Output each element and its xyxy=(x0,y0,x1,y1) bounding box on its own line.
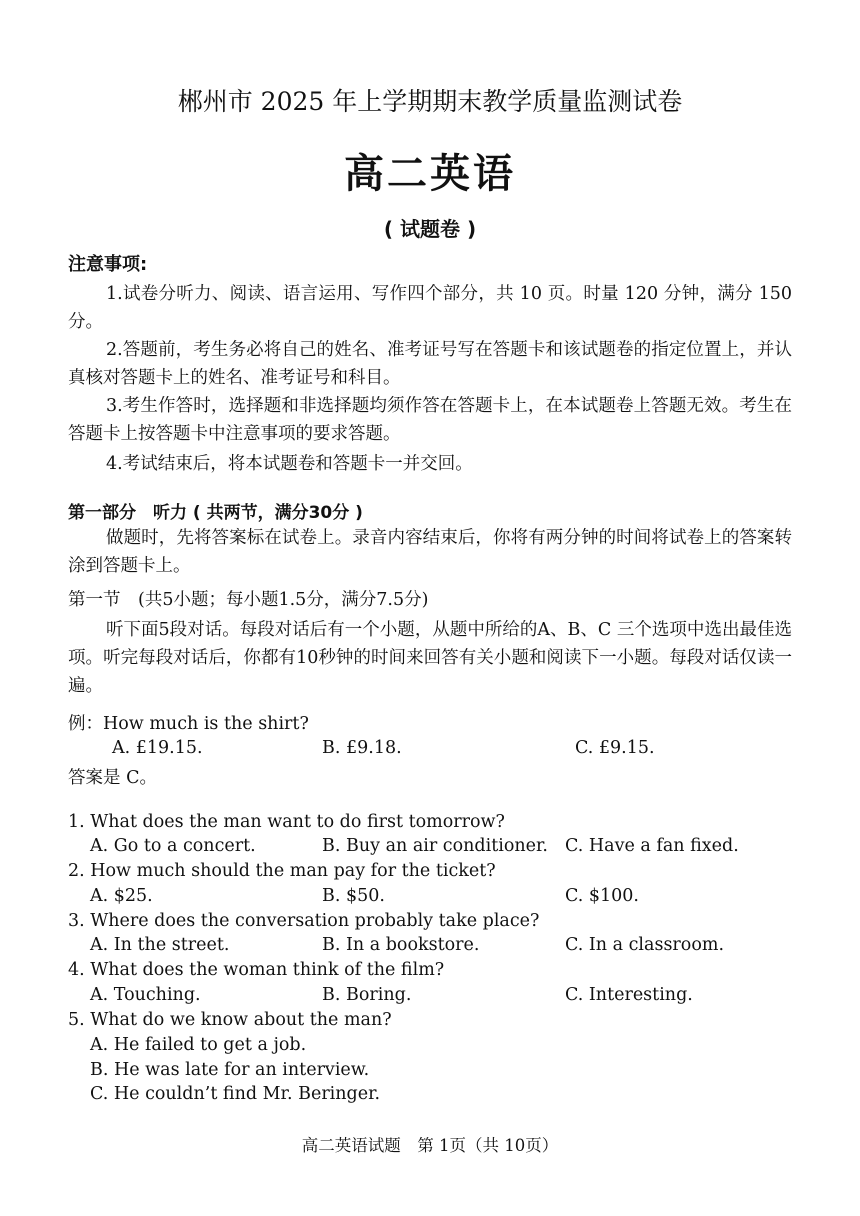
question-3-option-b: B. In a bookstore. xyxy=(322,935,480,955)
question-2-option-c: C. $100. xyxy=(565,886,639,906)
question-1: 1. What does the man want to do first tomorrow? xyxy=(68,812,505,832)
page-footer: 高二英语试题 第 1页（共 10页） xyxy=(301,1136,559,1155)
question-2-option-a: A. $25. xyxy=(90,886,153,906)
question-1-option-c: C. Have a fan fixed. xyxy=(565,836,739,856)
booklet-label: ( 试题卷 ) xyxy=(383,217,477,241)
notes-item-4: 4.考试结束后，将本试题卷和答题卡一并交回。 xyxy=(106,454,473,474)
question-4: 4. What does the woman think of the film? xyxy=(68,960,445,980)
question-3: 3. Where does the conversation probably take place? xyxy=(68,911,540,931)
example-option-c: C. £9.15. xyxy=(575,738,655,758)
part1-intro: 做题时，先将答案标在试卷上。录音内容结束后，你将有两分钟的时间将试卷上的答案转涂到答题卡上。 xyxy=(68,528,792,576)
question-4-option-b: B. Boring. xyxy=(322,985,412,1005)
question-2-option-b: B. $50. xyxy=(322,886,385,906)
notes-item-3: 3.考生作答时，选择题和非选择题均须作答在答题卡上，在本试题卷上答题无效。考生在答题卡上按答题卡中注意事项的要求答题。 xyxy=(68,396,792,444)
notes-heading: 注意事项: xyxy=(68,254,148,275)
section1-heading: 第一节 (共5小题；每小题1.5分，满分7.5分) xyxy=(68,590,429,610)
example-answer: 答案是 C。 xyxy=(68,768,157,788)
question-3-option-c: C. In a classroom. xyxy=(565,935,725,955)
example-question: 例：How much is the shirt? xyxy=(68,714,309,734)
question-4-option-c: C. Interesting. xyxy=(565,985,693,1005)
notes-item-2: 2.答题前，考生务必将自己的姓名、准考证号写在答题卡和该试题卷的指定位置上，并认真核对答题卡上的姓名、准考证号和科目。 xyxy=(68,340,792,388)
question-1-option-a: A. Go to a concert. xyxy=(90,836,256,856)
question-1-option-b: B. Buy an air conditioner. xyxy=(322,836,548,856)
question-2: 2. How much should the man pay for the ticket? xyxy=(68,861,496,881)
example-option-a: A. £19.15. xyxy=(112,738,203,758)
notes-item-1: 1.试卷分听力、阅读、语言运用、写作四个部分，共 10 页。时量 120 分钟，满分 150 分。 xyxy=(68,284,792,332)
part1-heading: 第一部分 听力 ( 共两节，满分30分 ) xyxy=(68,503,363,523)
question-4-option-a: A. Touching. xyxy=(90,985,201,1005)
example-option-b: B. £9.18. xyxy=(322,738,402,758)
exam-title: 郴州市 2025 年上学期期末教学质量监测试卷 xyxy=(177,87,683,116)
question-5-option-b: B. He was late for an interview. xyxy=(90,1060,370,1080)
subject-title: 高二英语 xyxy=(344,150,516,197)
question-5-option-c: C. He couldn’t find Mr. Beringer. xyxy=(90,1084,381,1104)
question-5-option-a: A. He failed to get a job. xyxy=(90,1035,307,1055)
question-3-option-a: A. In the street. xyxy=(90,935,230,955)
section1-intro: 听下面5段对话。每段对话后有一个小题，从题中所给的A、B、C 三个选项中选出最佳选项。听完每段对话后，你都有10秒钟的时间来回答有关小题和阅读下一小题。每段对话仅读一遍。 xyxy=(68,620,792,696)
question-5: 5. What do we know about the man? xyxy=(68,1010,392,1030)
